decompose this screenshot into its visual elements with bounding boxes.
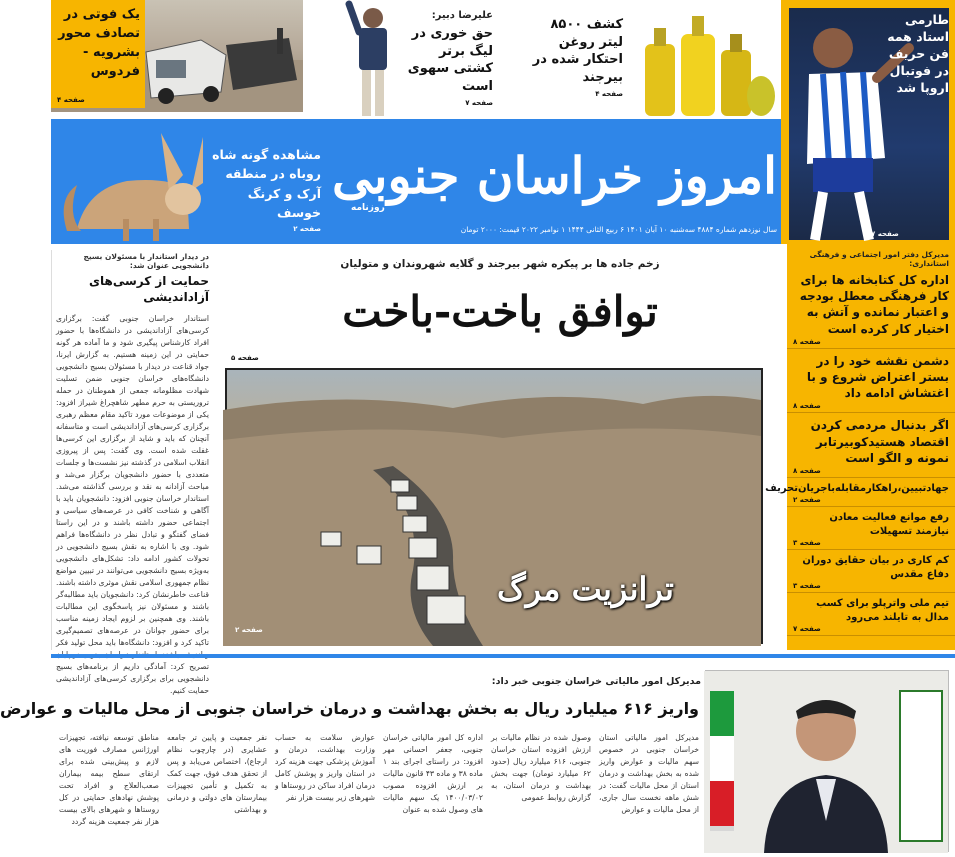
- page-ref: صفحه ۲: [293, 224, 321, 233]
- wrestling-story[interactable]: [307, 0, 497, 118]
- left-story-body: استاندار خراسان جنوبی گفت: برگزاری کرسی‌های آزاداندیشی در دانشگاه‌ها با حضور افراد کارشناس پیگیری شود و ما آماده هر گونه حمایتی در این زمینه هستیم. به گزارش ایرنا، جواد قناعت در دیدار با مسئولان بسیج دانشجویی دانشگاه‌های خراسان جنوبی ضمن تسلیت شهادت مظلومانه جمعی از هموطنان در حمله تروریستی به حرم مطهر شاهچراغ شیراز افزود: یکی از موضوعات مورد تاکید مقام معظم رهبری برگزاری کرسی‌های آزاداندیشی است و متاسفانه آنچنان که باید و شاید از برگزاری این کرسی‌ها غفلت شده است. وی گفت: پس از پیروزی انقلاب اسلامی در گذشته نیز نشست‌ها و جلسات متعددی با حضور دانشجویان برگزار می‌شد و مباحث آزادانه به نقد و بررسی گذاشته می‌شد. استاندار خراسان جنوبی افزود: دانشجویان باید با آگاهی و شناخت کافی در عرصه‌های سیاسی و اجتماعی حضور داشته باشند و در این راستا فضای گفتگو و تبادل نظر در دانشگاه‌ها فراهم شود. وی با اشاره به نقش بسیج دانشجویی در تحولات کشور ادامه داد: تشکل‌های دانشجویی به‌ویژه بسیج دانشجویی می‌توانند در تبیین مواضع نظام جمهوری اسلامی نقش موثری داشته باشند. قناعت خاطرنشان کرد: دانشجویان باید مطالبه‌گر باشند و مسئولان نیز پاسخگوی این مطالبات باشند. وی همچنین بر لزوم ایجاد زمینه مناسب برای حضور جوانان در عرصه‌های تصمیم‌گیری تاکید کرد و افزود: دانشگاه‌ها باید محل تولید فکر و اندیشه باشند. استاندار خراسان جنوبی در پایان تصریح کرد: آمادگی داریم از برنامه‌های بسیج دانشجویی برای برگزاری کرسی‌های آزاداندیشی حمایت کنیم.: [56, 314, 209, 696]
- left-story-kicker: در دیدار استاندار با مسئولان بسیج دانشجویی عنوان شد:: [83, 252, 209, 270]
- bottom-col-2: وصول شده در نظام مالیات بر ارزش افزوده استان خراسان جنوبی، ۶۱۶ میلیارد ریال (حدود ۶۲ میلیارد تومان) جهت بخش بهداشت و درمان استان، به گزارش روابط عمومی: [491, 733, 592, 802]
- issue-line: سال نوزدهم شماره ۴۸۸۴ سه‌شنبه ۱۰ آبان ۱۴۰۱ ۶ ربیع الثانی ۱۴۴۴ ۱ نوامبر ۲۰۲۲ قیمت: ۲۰۰۰ تومان: [460, 225, 777, 234]
- oil-story[interactable]: [527, 4, 777, 118]
- sidebar-story-headline: اداره کل کتابخانه ها برای کار فرهنگی معطل بودجه و اعتبار نمانده و آتش به اختیار کار کرده است: [799, 273, 949, 336]
- truck-convoy-graphic: [223, 370, 761, 646]
- page-ref: صفحه ۷: [465, 99, 493, 108]
- sidebar-story-headline: تیم ملی واترپلو برای کسب مدال به تایلند می‌رود: [816, 598, 949, 623]
- page-ref: صفحه ۸: [793, 402, 821, 411]
- bottom-columns: [59, 732, 699, 848]
- main-headline: توافق باخت-باخت: [342, 287, 658, 336]
- sidebar-story[interactable]: [787, 349, 955, 414]
- sidebar-story-headline: کم کاری در بیان حقایق دوران دفاع مقدس: [802, 555, 949, 580]
- sidebar-story[interactable]: [765, 478, 955, 508]
- page-ref: صفحه ۲: [235, 626, 263, 634]
- official-portrait-graphic: [704, 671, 948, 853]
- bottom-story[interactable]: [0, 654, 955, 848]
- main-story[interactable]: [219, 250, 781, 650]
- sidebar: [765, 244, 955, 650]
- transit-photo: [225, 368, 763, 644]
- wrestling-headline: حق خوری در لیگ برتر کشتی سهوی است: [407, 26, 493, 94]
- sidebar-story[interactable]: [787, 507, 955, 550]
- accident-headline: یک فوتی در تصادف محور بشرویه - فردوس: [58, 7, 140, 79]
- oil-headline: کشف ۸۵۰۰ لیتر روغن احتکار شده در بیرجند: [532, 17, 623, 85]
- accident-headline-box: [51, 0, 145, 108]
- page-ref: صفحه ۴: [595, 90, 623, 99]
- bottom-col-3: اداره کل امور مالیاتی خراسان جنوبی، جعفر احسانی مهر افزود: در راستای اجرای بند ۱ ماده ۳۸ و ماده ۴۳ قانون مالیات بر ارزش افزوده مصوب ۱۴۰۰/۰۳/۰۲ یک سهم مالیات های وصول شده به عنوان: [383, 733, 483, 814]
- accident-story[interactable]: [51, 0, 303, 112]
- sidebar-story[interactable]: [787, 268, 955, 349]
- main-kicker: زخم جاده ها بر پیکره شهر بیرجند و گلایه شهروندان و متولیان: [340, 258, 660, 270]
- bottom-photo: [705, 670, 949, 852]
- sidebar-story[interactable]: [787, 593, 955, 636]
- taremi-story[interactable]: [781, 0, 955, 244]
- taremi-headline: طارمی استاد همه فن حریف در فوتبال اروپا شد: [887, 12, 949, 95]
- left-story[interactable]: [51, 250, 213, 696]
- fox-photo: [57, 119, 207, 244]
- page-ref: صفحه ۲: [793, 496, 821, 505]
- bottom-col-4: عوارض سلامت به حساب وزارت بهداشت، درمان و آموزش پزشکی جهت هزینه کرد در استان واریز و پوشش کامل درمان افراد ساکن در روستاها و شهرهای زیر بیست هزار نفر: [275, 733, 375, 802]
- page-ref: صفحه ۳: [793, 539, 821, 548]
- fox-headline: مشاهده گونه شاه روباه در منطقه آرک و کرنگ خوسف: [212, 147, 321, 221]
- sidebar-list: [765, 268, 955, 636]
- page-ref: صفحه ۷: [871, 230, 899, 238]
- bottom-col-1: مدیرکل امور مالیاتی استان خراسان جنوبی در خصوص سهم مالیات و عوارض واریز شده به بخش بهداشت و درمان استان از محل مالیات گفت: در شش ماهه نخست سال جاری، از محل مالیات و عوارض: [599, 733, 699, 814]
- sidebar-story-headline: اگر بدنبال مردمی کردن اقتصاد هستیدکوبیرتابر نمونه و الگو است: [810, 418, 949, 465]
- bottom-kicker: مدیرکل امور مالیاتی خراسان جنوبی خبر داد:: [491, 676, 701, 687]
- page-ref: صفحه ۵: [231, 354, 259, 362]
- masthead-band: [51, 119, 781, 244]
- dabir-photo: [343, 0, 403, 118]
- page-ref: صفحه ۴: [57, 96, 85, 104]
- logo-text: امروز خراسان جنوبی: [331, 146, 777, 205]
- bottom-col-6: مناطق توسعه نیافته، تجهیزات اورژانس مصارف فوریت های لازم و پیش‌بینی شده برای ارتقای سطح بیمه بیماران صعب‌العلاج و افراد تحت پوشش نهادهای حمایتی در کل روستاها و شهرهای بالای بیست هزار نفر جمعیت هزینه گردد: [59, 733, 159, 826]
- oil-bottles-photo: [637, 10, 777, 120]
- sidebar-story[interactable]: [787, 550, 955, 593]
- page-ref: صفحه ۷: [793, 625, 821, 634]
- page-ref: صفحه ۸: [793, 466, 821, 475]
- sidebar-story-headline: دشمن نقشه خود را در بستر اعتراض شروع و با اغتشاش ادامه داد: [806, 353, 949, 401]
- bottom-col-5: نفر جمعیت و پایین تر جامعه عشایری (در چارچوب نظام ارجاع)، اختصاص می‌یابد و پس از تحقق هدف فوق، جهت کمک به تکمیل و تأمین تجهیزات بیمارستان های دولتی و درمانی و بهداشتی: [167, 733, 267, 814]
- sidebar-story-headline: رفع موانع فعالیت معادن نیازمند تسهیلات: [829, 512, 949, 537]
- bottom-headline: واریز ۶۱۶ میلیارد ریال به بخش بهداشت و درمان خراسان جنوبی از محل مالیات و عوارض: [0, 699, 699, 718]
- left-story-headline: حمایت از کرسی‌های آزاداندیشی: [89, 274, 209, 305]
- page-ref: صفحه ۳: [793, 582, 821, 591]
- wrestling-kicker: علیرضا دبیر:: [431, 10, 493, 21]
- sidebar-kicker: مدیرکل دفتر امور اجتماعی و فرهنگی استانداری:: [809, 250, 949, 268]
- logo-subtitle: روزنامه: [351, 203, 385, 213]
- photo-caption: ترانزیت مرگ: [497, 570, 674, 608]
- page-ref: صفحه ۸: [793, 337, 821, 346]
- sidebar-story-headline: جهادتبیین،راهکارمقابله‌باجریان‌تحریف: [765, 482, 949, 494]
- sidebar-story[interactable]: [787, 413, 955, 478]
